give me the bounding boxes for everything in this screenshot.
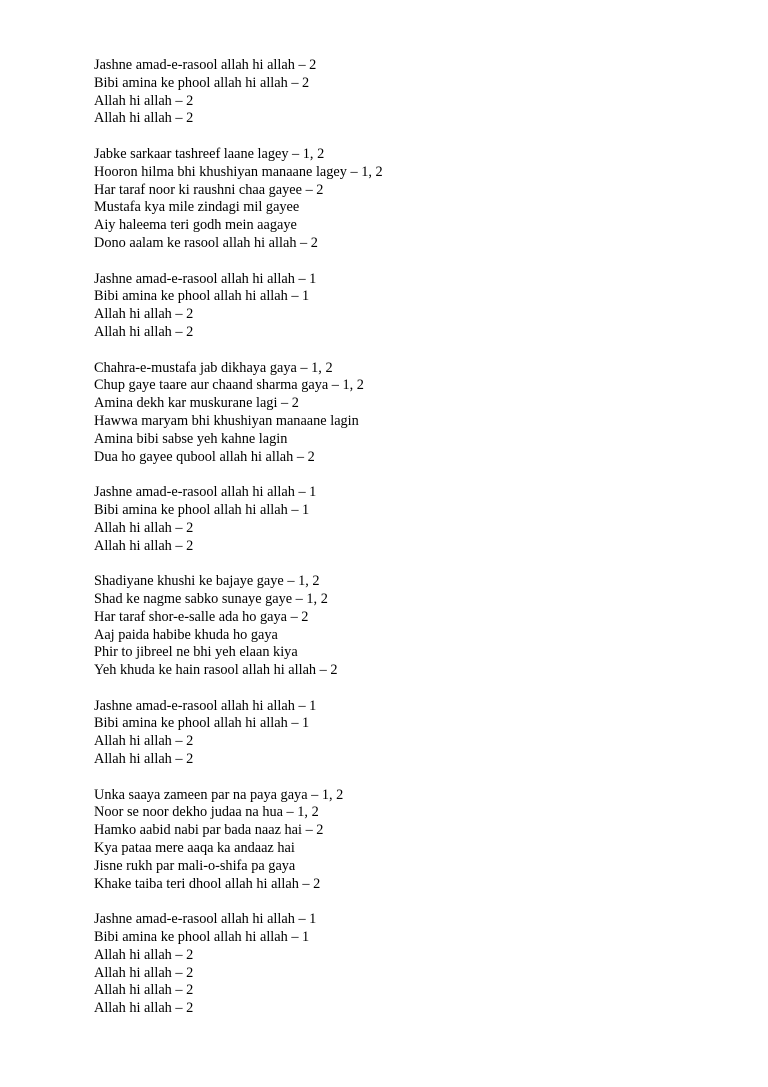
lyric-line: Jisne rukh par mali-o-shifa pa gaya (94, 857, 296, 874)
lyric-line: Bibi amina ke phool allah hi allah – 1 (94, 288, 310, 305)
lyric-line: Bibi amina ke phool allah hi allah – 1 (94, 715, 310, 732)
lyric-line: Aaj paida habibe khuda ho gaya (94, 626, 278, 643)
lyric-line: Jabke sarkaar tashreef laane lagey – 1, 2 (94, 145, 325, 162)
stanza-9 (94, 911, 734, 1018)
lyric-line: Jashne amad-e-rasool allah hi allah – 1 (94, 697, 317, 714)
lyric-line: Mustafa kya mile zindagi mil gayee (94, 199, 300, 216)
lyric-line: Phir to jibreel ne bhi yeh elaan kiya (94, 644, 298, 661)
lyric-line: Allah hi allah – 2 (94, 982, 194, 999)
lyric-line: Chahra-e-mustafa jab dikhaya gaya – 1, 2 (94, 359, 333, 376)
lyric-line: Noor se noor dekho judaa na hua – 1, 2 (94, 804, 319, 821)
lyric-line: Dua ho gayee qubool allah hi allah – 2 (94, 448, 315, 465)
stanza-6 (94, 573, 734, 680)
lyric-line: Allah hi allah – 2 (94, 306, 194, 323)
lyric-line: Allah hi allah – 2 (94, 110, 194, 127)
lyric-line: Jashne amad-e-rasool allah hi allah – 1 (94, 484, 317, 501)
stanza-2 (94, 146, 734, 253)
lyric-line: Jashne amad-e-rasool allah hi allah – 2 (94, 57, 317, 73)
lyric-line: Allah hi allah – 2 (94, 946, 194, 963)
lyric-line: Allah hi allah – 2 (94, 519, 194, 536)
lyric-line: Allah hi allah – 2 (94, 92, 194, 109)
lyric-line: Allah hi allah – 2 (94, 733, 194, 750)
lyric-line: Allah hi allah – 2 (94, 751, 194, 768)
lyric-line: Har taraf noor ki raushni chaa gayee – 2 (94, 181, 324, 198)
lyric-line: Unka saaya zameen par na paya gaya – 1, 2 (94, 786, 344, 803)
lyric-line: Dono aalam ke rasool allah hi allah – 2 (94, 234, 318, 251)
lyric-line: Bibi amina ke phool allah hi allah – 2 (94, 74, 310, 91)
lyric-line: Bibi amina ke phool allah hi allah – 1 (94, 501, 310, 518)
lyric-line: Yeh khuda ke hain rasool allah hi allah – 2 (94, 662, 338, 679)
lyric-line: Allah hi allah – 2 (94, 1000, 194, 1017)
stanza-7 (94, 698, 734, 769)
lyric-line: Shadiyane khushi ke bajaye gaye – 1, 2 (94, 573, 320, 590)
lyric-line: Amina bibi sabse yeh kahne lagin (94, 430, 288, 447)
lyric-line: Allah hi allah – 2 (94, 964, 194, 981)
lyric-line: Jashne amad-e-rasool allah hi allah – 1 (94, 911, 317, 928)
lyric-line: Chup gaye taare aur chaand sharma gaya – 1, 2 (94, 377, 364, 394)
lyric-line: Jashne amad-e-rasool allah hi allah – 1 (94, 270, 317, 287)
lyric-line: Hamko aabid nabi par bada naaz hai – 2 (94, 822, 324, 839)
lyric-line: Hooron hilma bhi khushiyan manaane lagey – 1, 2 (94, 163, 383, 180)
lyric-line: Amina dekh kar muskurane lagi – 2 (94, 395, 299, 412)
lyric-line: Hawwa maryam bhi khushiyan manaane lagin (94, 412, 359, 429)
lyrics-body (94, 57, 734, 1036)
lyric-line: Allah hi allah – 2 (94, 323, 194, 340)
stanza-8 (94, 787, 734, 894)
stanza-1 (94, 57, 734, 128)
lyric-line: Khake taiba teri dhool allah hi allah – 2 (94, 875, 321, 892)
stanza-5 (94, 484, 734, 555)
lyric-line: Shad ke nagme sabko sunaye gaye – 1, 2 (94, 590, 328, 607)
stanza-4 (94, 360, 734, 467)
lyric-line: Kya pataa mere aaqa ka andaaz hai (94, 840, 295, 857)
stanza-3 (94, 271, 734, 342)
lyric-line: Bibi amina ke phool allah hi allah – 1 (94, 929, 310, 946)
lyric-line: Har taraf shor-e-salle ada ho gaya – 2 (94, 608, 309, 625)
lyric-line: Allah hi allah – 2 (94, 537, 194, 554)
lyric-line: Aiy haleema teri godh mein aagaye (94, 217, 297, 234)
